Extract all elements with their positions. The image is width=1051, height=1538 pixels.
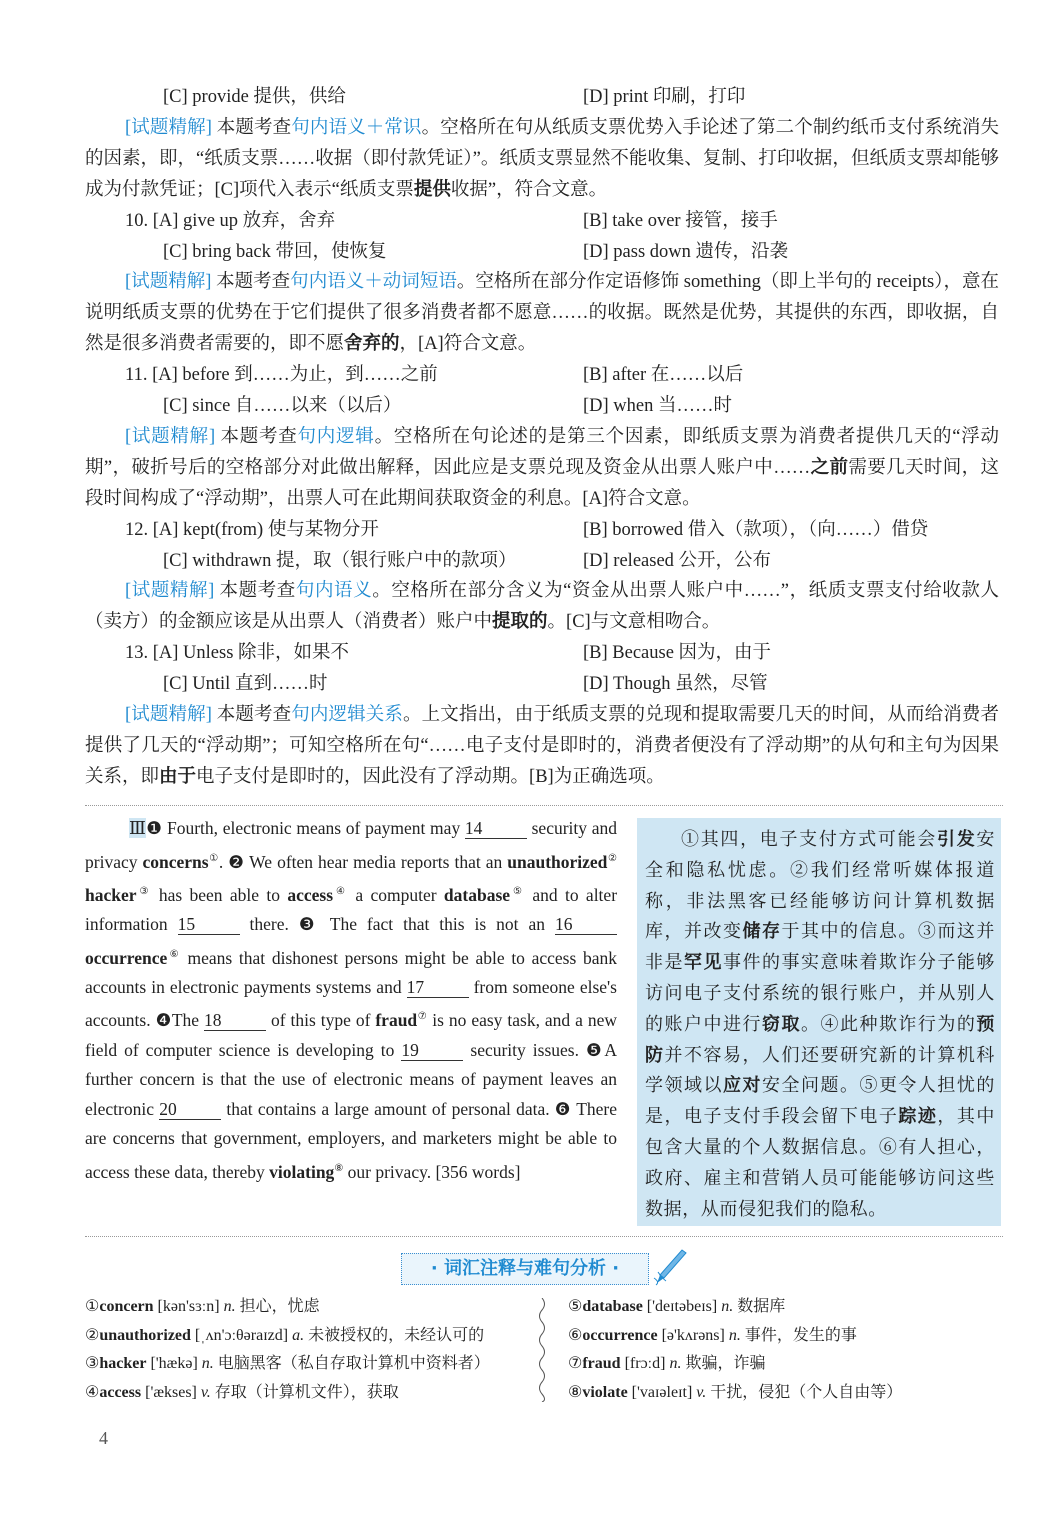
test-point-keyword: 句内语义＋常识 xyxy=(291,117,422,138)
bold-term: occurrence xyxy=(85,947,168,968)
text: We often hear media reports that an xyxy=(244,851,508,872)
vocab-number: ⑦ xyxy=(568,1355,583,1372)
vocab-phonetic: ['vaɪəleɪt] xyxy=(631,1383,693,1401)
vocab-meaning: 事件，发生的事 xyxy=(744,1326,857,1344)
vocab-item xyxy=(85,1293,490,1322)
text: 于其中的信息。③而这并非是 xyxy=(645,921,996,973)
option-right: [D] print 印刷，打印 xyxy=(583,87,746,107)
vocab-section-title: · 词汇注释与难句分析 · xyxy=(401,1253,649,1285)
vocab-list-left xyxy=(85,1293,490,1407)
option-right: [D] released 公开，公布 xyxy=(583,550,772,571)
bold-term: 引发 xyxy=(937,829,977,849)
vocab-word: violate xyxy=(582,1383,628,1401)
option-right: [D] Though 虽然，尽管 xyxy=(583,674,768,695)
blank-number: 20 xyxy=(159,1099,221,1120)
sentence-number: ❹ xyxy=(155,1010,172,1031)
text: 并不容易，人们还要研究新的计算机科学领域以 xyxy=(645,1044,995,1096)
vocab-pos: n. xyxy=(669,1355,682,1372)
bold-term: fraud xyxy=(375,1010,418,1031)
page-number: 4 xyxy=(99,1428,108,1448)
blank-number: 14 xyxy=(465,818,527,839)
footnote-marker: ④ xyxy=(333,885,348,897)
option-left: [C] withdrawn 提，取（银行账户中的款项） xyxy=(163,550,517,571)
text: A further concern is that the use of electronic means of payment leaves an electronic xyxy=(85,1039,617,1119)
explanation-paragraph xyxy=(85,576,999,638)
option-row xyxy=(85,82,999,113)
vocab-meaning: 存取（计算机文件），获取 xyxy=(214,1383,399,1401)
vocab-meaning: 欺骗，诈骗 xyxy=(685,1355,766,1372)
text: 。空格所在部分作定语修饰 something（即上半句的 receipts），意在说明纸质支票的优势在于它们提供了很多消费者都不愿意……的收据。既然是优势，其提供的东西，即收据，自然是很多消费者需要的，即不愿 xyxy=(85,272,999,355)
blank-number: 17 xyxy=(407,977,469,998)
text: The fact that this is not an xyxy=(320,914,555,935)
text: 安全和隐私忧虑。②我们经常听媒体报道称，非法黑客已经能够访问计算机数据库，并改变 xyxy=(645,829,995,942)
text: 。空格所在句从纸质支票优势入手论述了第二个制约纸币支付系统消失的因素，即，“纸质支票……收据（即付款凭证）”。纸质支票显然不能收集、复制、打印收据，但纸质支票却能够成为付款凭证；[C]项代入表示“纸质支票 xyxy=(85,117,999,200)
blank-number: 16 xyxy=(555,914,617,935)
option-left: [C] provide 提供，供给 xyxy=(163,87,346,107)
bold-term: unauthorized xyxy=(507,851,608,872)
option-row xyxy=(85,237,999,268)
test-point-keyword: 句内语义＋动词短语 xyxy=(290,272,457,293)
option-right: [B] borrowed 借入（款项），（向……）借贷 xyxy=(583,519,929,540)
vocab-word: occurrence xyxy=(582,1326,658,1344)
vocab-phonetic: [ˌʌn'ɔːθəraɪzd] xyxy=(194,1326,289,1344)
vocab-number: ② xyxy=(85,1326,100,1344)
text: that contains a large amount of personal data. xyxy=(221,1098,555,1119)
text: 本题考查 xyxy=(215,426,298,447)
bold-term: 提供 xyxy=(413,179,451,200)
dotted-divider xyxy=(85,1236,1003,1237)
text: ，[A]符合文意。 xyxy=(399,334,537,355)
text: 收据”，符合文意。 xyxy=(450,179,608,200)
text: ①其四，电子支付方式可能会 xyxy=(681,829,937,849)
text: 本题考查 xyxy=(214,581,296,602)
explanation-label: [试题精解] xyxy=(125,426,216,447)
vocab-item xyxy=(85,1322,490,1351)
vocab-pos: v. xyxy=(200,1383,211,1401)
text: ，其中包含大量的个人数据信息。⑥有人担心，政府、雇主和营销人员可能能够访问这些数据，从而侵犯我们的隐私。 xyxy=(645,1106,995,1219)
footnote-marker: ⑦ xyxy=(417,1011,428,1023)
bold-term: 预防 xyxy=(645,1013,996,1065)
bold-term: 储存 xyxy=(742,921,782,942)
text: 电子支付是即时的，因此没有了浮动期。[B]为正确选项。 xyxy=(196,766,665,787)
bold-term: concerns xyxy=(142,851,209,872)
vocab-phonetic: ['hækə] xyxy=(150,1355,198,1372)
vocab-number: ④ xyxy=(85,1383,100,1401)
explanation-label: [试题精解] xyxy=(125,117,212,138)
text: 需要几天时间，这段时间构成了“浮动期”，出票人可在此期间获取资金的利息。[A]符合文意。 xyxy=(85,457,999,509)
vocab-pos: n. xyxy=(201,1355,214,1372)
option-row xyxy=(85,638,999,669)
vocab-phonetic: [kən'sɜːn] xyxy=(157,1298,220,1315)
option-left: 11. [A] before 到……为止，到……之前 xyxy=(125,365,438,386)
sentence-number: ❶ xyxy=(146,818,163,838)
option-right: [D] pass down 遗传，沿袭 xyxy=(583,241,789,262)
vocab-word: database xyxy=(582,1298,643,1315)
explanation-paragraph xyxy=(85,700,999,793)
text: security issues. xyxy=(463,1039,586,1060)
text: 。上文指出，由于纸质支票的兑现和提取需要几天的时间，从而给消费者提供了几天的“浮动期”；可知空格所在句“……电子支付是即时的，消费者便没有了浮动期”的从句和主句为因果关系，即 xyxy=(85,704,999,787)
blank-number: 15 xyxy=(178,914,240,935)
vocab-item xyxy=(85,1350,490,1379)
option-right: [B] after 在……以后 xyxy=(583,365,744,386)
vocab-pos: v. xyxy=(696,1383,707,1401)
footnote-marker: ⑥ xyxy=(167,948,181,960)
bold-term: hacker xyxy=(85,884,137,905)
option-left: 10. [A] give up 放弃，舍弃 xyxy=(125,210,336,231)
bold-term: 提取的 xyxy=(492,612,548,633)
option-left: 13. [A] Unless 除非，如果不 xyxy=(125,643,350,664)
option-row xyxy=(85,515,999,546)
vocab-word: access xyxy=(99,1383,142,1401)
text: 本题考查 xyxy=(211,117,292,138)
vocab-number: ⑤ xyxy=(568,1298,583,1315)
text: 本题考查 xyxy=(211,272,291,293)
footnote-marker: ② xyxy=(607,852,617,864)
vocab-number: ① xyxy=(85,1298,100,1315)
vocab-word: fraud xyxy=(582,1355,621,1372)
vocab-pos: n. xyxy=(728,1326,741,1344)
option-row xyxy=(85,546,999,577)
bold-term: 之前 xyxy=(810,457,849,478)
reading-passage xyxy=(85,814,617,1187)
option-right: [B] take over 接管，接手 xyxy=(583,210,778,231)
explanation-label: [试题精解] xyxy=(125,581,215,602)
text: The xyxy=(171,1010,205,1031)
explanation-paragraph xyxy=(85,267,999,360)
option-left: 12. [A] kept(from) 使与某物分开 xyxy=(125,519,379,540)
vocab-pos: a. xyxy=(292,1326,305,1344)
bold-term: database xyxy=(443,884,511,905)
blank-number: 19 xyxy=(401,1040,463,1061)
blank-number: 18 xyxy=(204,1010,266,1031)
option-left: [C] bring back 带回，使恢复 xyxy=(163,241,387,262)
explanation-paragraph xyxy=(85,422,999,515)
vocab-item xyxy=(568,1293,902,1322)
text: Fourth, electronic means of payment may xyxy=(162,818,465,838)
vocab-meaning: 干扰，侵犯（个人自由等） xyxy=(710,1383,903,1401)
test-point-keyword: 句内逻辑 xyxy=(297,426,375,447)
bold-term: 罕见 xyxy=(684,952,723,973)
text: and to alter information xyxy=(85,884,618,935)
chinese-translation-box xyxy=(637,818,1001,1226)
option-right: [B] Because 因为，由于 xyxy=(583,643,772,664)
wavy-divider xyxy=(536,1298,548,1402)
sentence-number: ❷ xyxy=(228,851,245,872)
vocab-number: ③ xyxy=(85,1355,100,1372)
dotted-divider xyxy=(85,805,1003,806)
vocab-item xyxy=(568,1350,902,1379)
vocab-pos: n. xyxy=(223,1298,236,1315)
answer-explanations xyxy=(85,82,999,793)
text: 。[C]与文意相吻合。 xyxy=(547,612,721,633)
text: There are concerns that government, employers, and marketers might be able to access these data, thereby xyxy=(85,1098,617,1182)
text: security and privacy xyxy=(85,818,617,872)
option-row xyxy=(85,669,999,700)
text: has been able to xyxy=(151,884,288,905)
bold-term: 由于 xyxy=(159,766,197,787)
footnote-marker: ⑤ xyxy=(510,885,525,897)
test-point-keyword: 句内语义 xyxy=(295,581,373,602)
option-left: [C] since 自……以来（以后） xyxy=(163,396,402,416)
vocab-word: unauthorized xyxy=(99,1326,191,1344)
bold-term: violating xyxy=(269,1161,335,1182)
vocab-meaning: 未被授权的，未经认可的 xyxy=(308,1326,485,1344)
sentence-number: ❻ xyxy=(554,1098,572,1119)
text: . xyxy=(218,851,229,872)
vocab-word: hacker xyxy=(99,1355,147,1372)
option-right: [D] when 当……时 xyxy=(583,396,733,416)
vocab-number: ⑥ xyxy=(568,1326,583,1344)
bold-term: 踪迹 xyxy=(898,1106,938,1127)
pen-icon xyxy=(652,1248,688,1286)
sentence-number: ❸ xyxy=(298,914,321,935)
vocab-number: ⑧ xyxy=(568,1383,583,1401)
option-row xyxy=(85,360,999,391)
bold-term: 应对 xyxy=(722,1075,762,1096)
text: is no easy task, and a new field of computer science is developing to xyxy=(85,1010,617,1060)
footnote-marker: ⑧ xyxy=(334,1162,344,1174)
text: 本题考查 xyxy=(211,704,292,725)
footnote-marker: ① xyxy=(208,852,219,864)
vocab-pos: n. xyxy=(721,1298,734,1315)
vocab-meaning: 担心，忧虑 xyxy=(239,1298,320,1315)
text: 。空格所在句论述的是第三个因素，即纸质支票为消费者提供几天的“浮动期”，破折号后的空格部分对此做出解释，因此应是支票兑现及资金从出票人账户中…… xyxy=(85,426,999,478)
text: 。空格所在部分含义为“资金从出票人账户中……”，纸质支票支付给收款人（卖方）的金额应该是从出票人（消费者）账户中 xyxy=(85,581,999,633)
bold-term: access xyxy=(287,884,334,905)
text: 事件的事实意味着欺诈分子能够访问电子支付系统的银行账户，并从别人的账户中进行 xyxy=(645,952,996,1034)
text: from someone else's accounts. xyxy=(85,976,617,1031)
text: 安全问题。⑤更令人担忧的是，电子支付手段会留下电子 xyxy=(645,1075,996,1127)
footnote-marker: ③ xyxy=(136,885,152,897)
vocab-item xyxy=(85,1379,490,1408)
text: means that dishonest persons might be able to access bank accounts in electronic payments systems and xyxy=(85,947,617,997)
option-row xyxy=(85,391,999,422)
explanation-label: [试题精解] xyxy=(125,704,212,725)
vocab-item xyxy=(568,1379,902,1408)
text: 。④此种欺诈行为的 xyxy=(800,1013,977,1034)
vocab-item xyxy=(568,1322,902,1351)
section-mark: Ⅲ xyxy=(129,818,147,838)
vocab-meaning: 电脑黑客（私自存取计算机中资料者） xyxy=(217,1355,490,1372)
bold-term: 窃取 xyxy=(761,1013,801,1034)
bold-term: 舍弃的 xyxy=(344,334,400,355)
option-row xyxy=(85,206,999,237)
vocab-list-right xyxy=(568,1293,902,1407)
vocab-meaning: 数据库 xyxy=(737,1298,786,1315)
vocab-phonetic: [ə'kʌrəns] xyxy=(661,1326,725,1344)
text: our privacy. [356 words] xyxy=(343,1161,521,1182)
vocab-phonetic: ['ækses] xyxy=(145,1383,197,1401)
vocab-word: concern xyxy=(99,1298,154,1315)
option-left: [C] Until 直到……时 xyxy=(163,674,328,695)
test-point-keyword: 句内逻辑关系 xyxy=(291,704,404,725)
vocab-phonetic: [frɔːd] xyxy=(624,1355,666,1372)
sentence-number: ❺ xyxy=(586,1039,605,1060)
text: a computer xyxy=(348,884,444,905)
explanation-label: [试题精解] xyxy=(125,272,212,293)
text: there. xyxy=(239,914,299,935)
explanation-paragraph xyxy=(85,113,999,206)
vocab-phonetic: ['deɪtəbeɪs] xyxy=(646,1298,718,1315)
text: of this type of xyxy=(266,1010,376,1031)
